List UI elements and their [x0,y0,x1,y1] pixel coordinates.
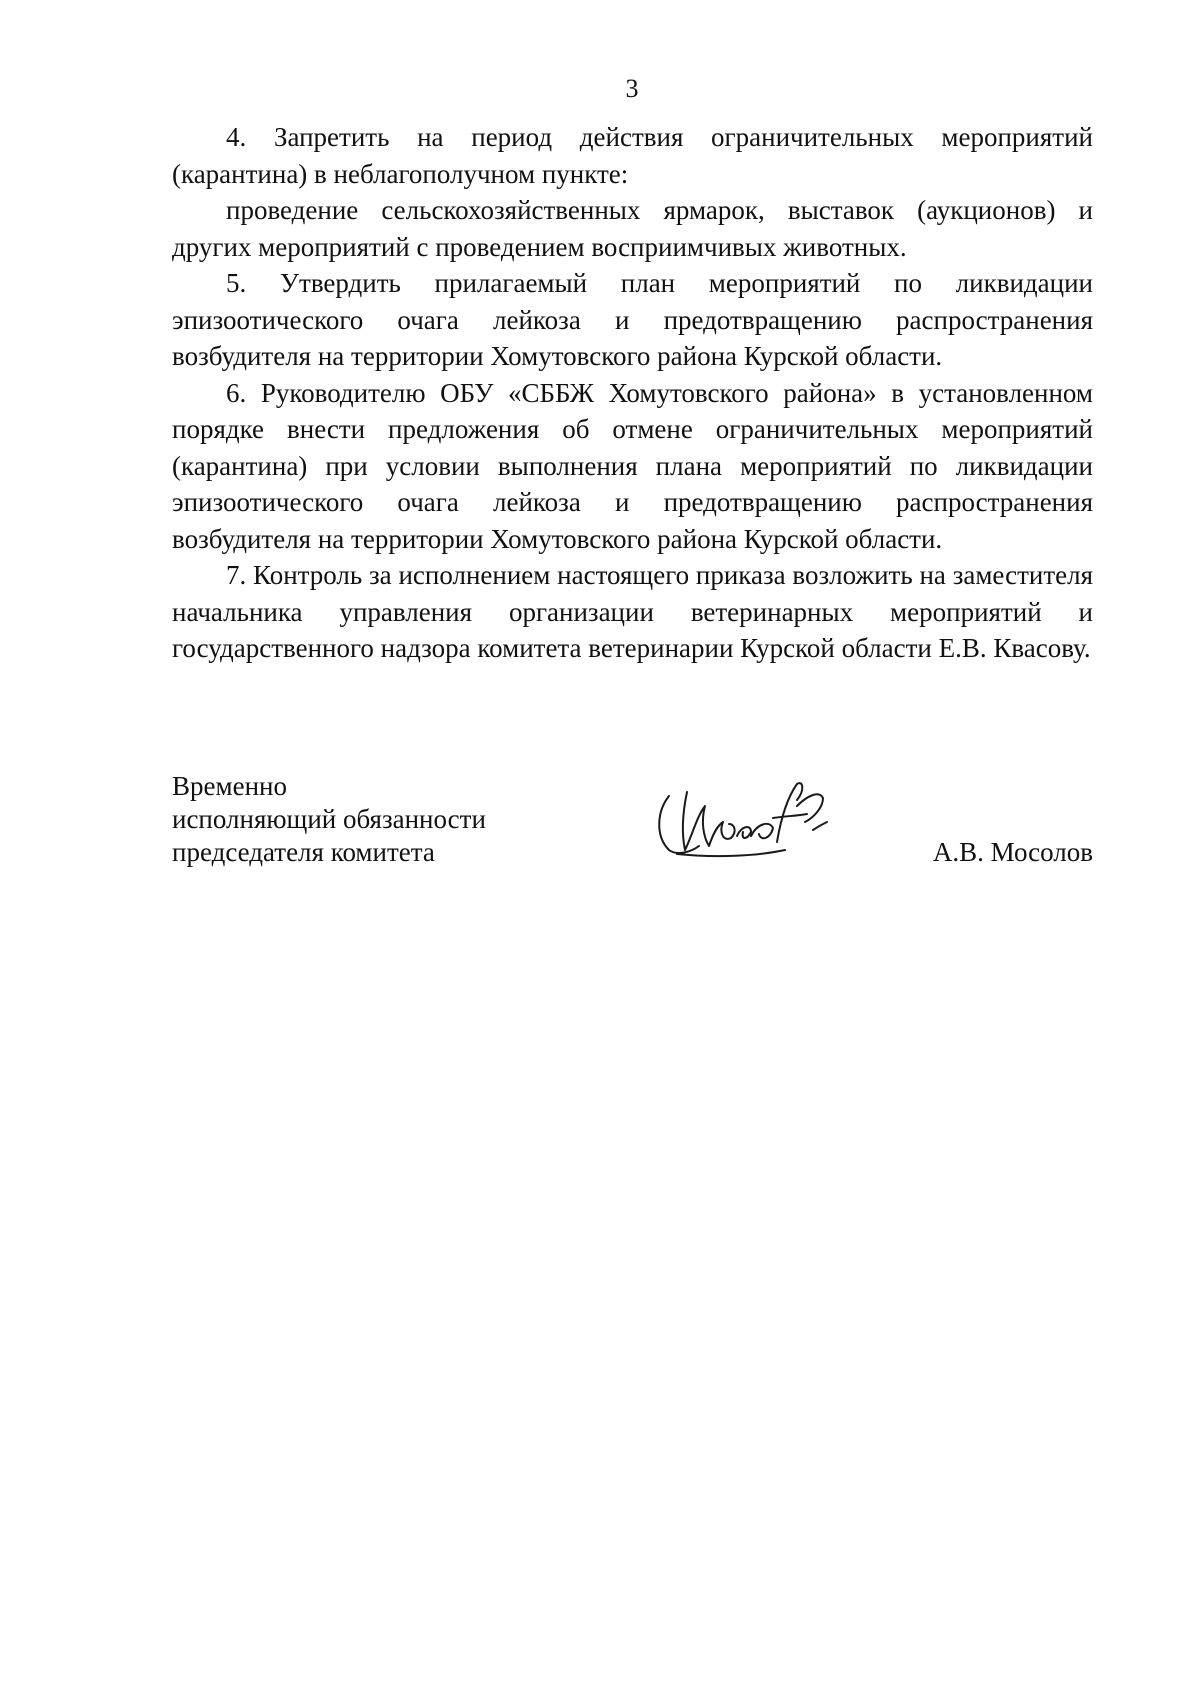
signatory-name: А.В. Мосолов [932,837,1093,867]
signatory-title-line: председателя комитета [172,837,435,867]
paragraph-item-7: 7. Контроль за исполнением настоящего приказа возложить на заместителя начальника управления организации ветеринарных мероприятий и государственного надзора комитета ветеринарии Курской области Е.В. Квасову. [172,560,1093,663]
paragraph-item-4-detail: проведение сельскохозяйственных ярмарок, выставок (аукционов) и других мероприятий с проведением восприимчивых животных. [172,195,1093,262]
handwritten-signature [647,766,847,860]
signatory-title-line: Временно [172,771,287,801]
document-body [172,119,1093,667]
signatory-title-line: исполняющий обязанности [172,804,486,834]
paragraph-item-5: 5. Утвердить прилагаемый план мероприятий по ликвидации эпизоотического очага лейкоза и предотвращению распространения возбудителя на территории Хомутовского района Курской области. [172,268,1093,371]
paragraph-item-4: 4. Запретить на период действия ограничительных мероприятий (карантина) в неблагополучном пункте: [172,122,1093,189]
page-number: 3 [625,74,639,103]
signature-block [172,770,1093,890]
signatory-title [172,770,486,869]
paragraph-item-6: 6. Руководителю ОБУ «СББЖ Хомутовского района» в установленном порядке внести предложения об отмене ограничительных мероприятий (карантина) при условии выполнения плана мероприятий по ликвидации эпизоотического очага лейкоза и предотвращению распространения возбудителя на территории Хомутовского района Курской области. [172,377,1093,554]
